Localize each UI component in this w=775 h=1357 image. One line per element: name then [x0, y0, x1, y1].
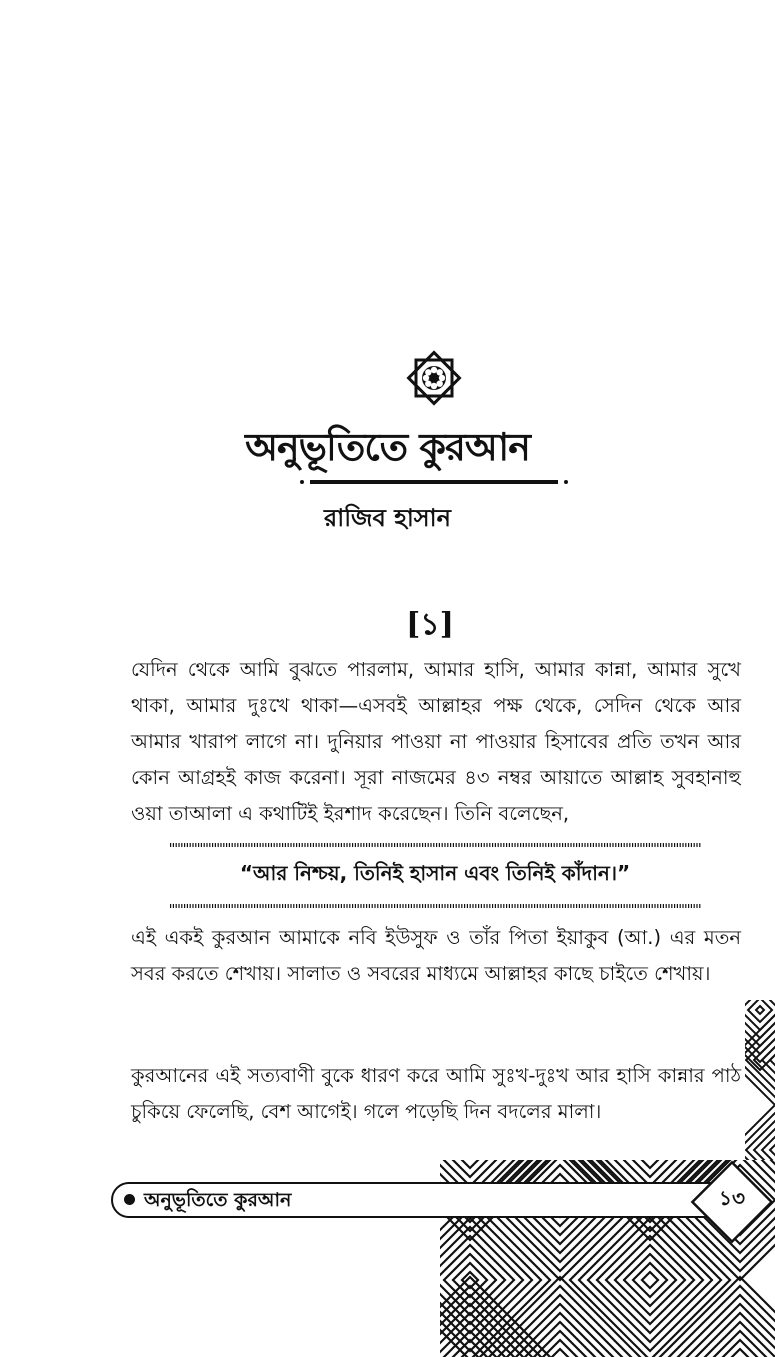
footer-book-title: অনুভূতিতে কুরআন [144, 1189, 292, 1211]
quote-top-rule [170, 842, 702, 848]
paragraph-1: যেদিন থেকে আমি বুঝতে পারলাম, আমার হাসি, আমার কান্না, আমার সুখে থাকা, আমার দুঃখে থাকা—এসবই আল্লাহর পক্ষ থেকে, সেদিন থেকে আর আমার খারাপ লাগে না। দুনিয়ার পাওয়া না পাওয়ার হিসাবের প্রতি তখন আর কোন আগ্রহই কাজ করেনা। সূরা নাজমের ৪৩ নম্বর আয়াতে আল্লাহ সুবহানাহু ওয়া তাআলা এ কথাটিই ইরশাদ করেছেন। তিনি বলেছেন, [131, 658, 741, 825]
section-number: [১] [406, 607, 454, 642]
page-number: ১৩ [719, 1186, 745, 1210]
author-name: রাজিব হাসান [324, 504, 451, 532]
bullet-dot-icon [124, 1194, 135, 1205]
quote-bottom-rule [170, 903, 702, 909]
paragraph-2: এই একই কুরআন আমাকে নবি ইউসুফ ও তাঁর পিতা ইয়াকুব (আ.) এর মতন সবর করতে শেখায়। সালাত ও সবরের মাধ্যমে আল্লাহর কাছে চাইতে শেখায়। [131, 926, 741, 985]
paragraph-3: কুরআনের এই সত্যবাণী বুকে ধারণ করে আমি সুঃখ-দুঃখ আর হাসি কান্নার পাঠ চুকিয়ে ফেলেছি, বেশ আগেই। গলে পড়েছি দিন বদলের মালা। [131, 1064, 741, 1123]
title-underline [300, 476, 568, 488]
quran-quote: “আর নিশ্চয়, তিনিই হাসান এবং তিনিই কাঁদান।” [239, 861, 631, 885]
book-title: অনুভূতিতে কুরআন [245, 424, 530, 469]
geometric-star-ornament-icon [401, 345, 467, 411]
